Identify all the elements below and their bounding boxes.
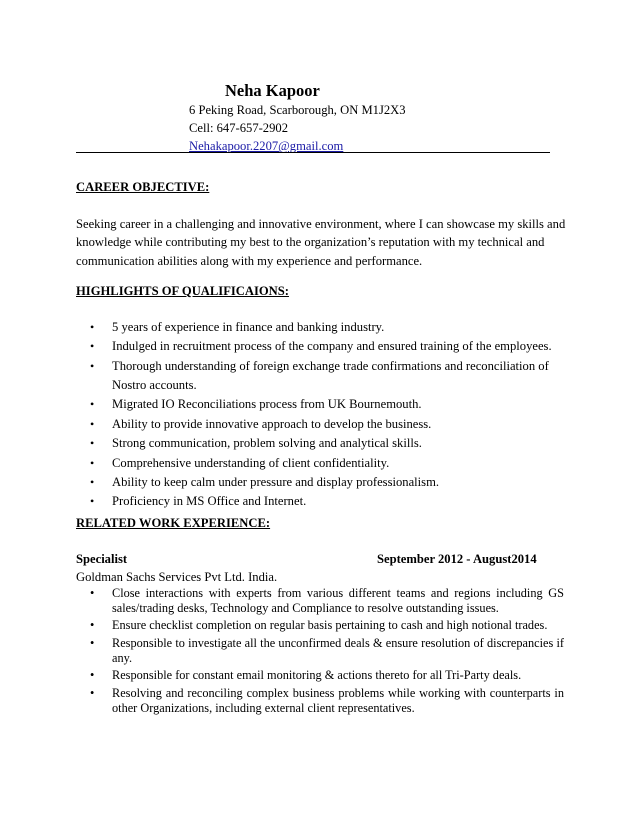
list-item: • Strong communication, problem solving and analytical skills.	[76, 434, 566, 453]
bullet: •	[90, 586, 95, 600]
highlights-heading: HIGHLIGHTS OF QUALIFICAIONS:	[76, 284, 289, 298]
career-objective-heading: CAREER OBJECTIVE:	[76, 180, 210, 194]
candidate-name: Neha Kapoor	[225, 81, 320, 100]
email-link[interactable]: Nehakapoor.2207@gmail.com	[189, 139, 344, 153]
highlights-section	[76, 282, 566, 512]
cell-phone: Cell: 647-657-2902	[189, 121, 288, 135]
career-objective-section	[76, 178, 566, 270]
objective-line: Seeking career in a challenging and innovative environment, where I can showcase my skills and	[76, 217, 566, 231]
address: 6 Peking Road, Scarborough, ON M1J2X3	[189, 103, 406, 117]
job-dates: September 2012 - August2014	[377, 552, 537, 566]
bullet: •	[90, 618, 95, 633]
bullet: •	[90, 635, 95, 650]
header-divider	[76, 152, 550, 153]
list-item: • Migrated IO Reconciliations process from UK Bournemouth.	[76, 395, 566, 414]
list-item: • Responsible to investigate all the unconfirmed deals & ensure resolution of discrepancies if any.	[90, 635, 564, 665]
list-item: • Thorough understanding of foreign exchange trade confirmations and reconciliation of Nostro accounts.	[90, 358, 549, 392]
list-item: • Indulged in recruitment process of the company and ensured training of the employees.	[76, 337, 566, 356]
bullet: •	[90, 358, 95, 373]
job-header	[76, 550, 566, 568]
bullet: •	[90, 494, 95, 509]
company-name: Goldman Sachs Services Pvt Ltd. India.	[76, 570, 278, 584]
bullet: •	[90, 474, 95, 489]
duties-list	[76, 586, 566, 716]
bullet: •	[90, 320, 95, 334]
objective-line: knowledge while contributing my best to the organization’s reputation with my technical and	[76, 235, 545, 250]
highlights-list	[76, 318, 566, 511]
work-experience-section	[76, 514, 566, 718]
bullet: •	[90, 668, 95, 683]
list-item: • Resolving and reconciling complex business problems while working with counterparts in other Organizations, including external client representatives.	[90, 685, 564, 715]
list-item: • Ability to keep calm under pressure and display professionalism.	[76, 473, 566, 492]
contact-header	[189, 81, 569, 155]
bullet: •	[90, 339, 95, 354]
bullet: •	[90, 455, 95, 470]
list-item: • Ability to provide innovative approach to develop the business.	[76, 415, 566, 434]
list-item: • 5 years of experience in finance and banking industry.	[76, 318, 566, 337]
work-experience-heading: RELATED WORK EXPERIENCE:	[76, 516, 271, 530]
job-title: Specialist	[76, 552, 128, 566]
list-item: • Proficiency in MS Office and Internet.	[76, 492, 566, 511]
list-item: • Comprehensive understanding of client confidentiality.	[76, 454, 566, 473]
list-item: • Responsible for constant email monitoring & actions thereto for all Tri-Party deals.	[90, 668, 522, 683]
bullet: •	[90, 436, 95, 451]
bullet: •	[90, 397, 95, 412]
list-item: • Close interactions with experts from various different teams and regions including GS sales/trading desks, Technology and Compliance to resolve outstanding issues.	[90, 586, 564, 615]
bullet: •	[90, 685, 95, 700]
objective-line: communication abilities along with my experience and performance.	[76, 253, 423, 268]
bullet: •	[90, 416, 95, 431]
list-item: • Ensure checklist completion on regular basis pertaining to cash and high notional trades.	[90, 618, 548, 633]
